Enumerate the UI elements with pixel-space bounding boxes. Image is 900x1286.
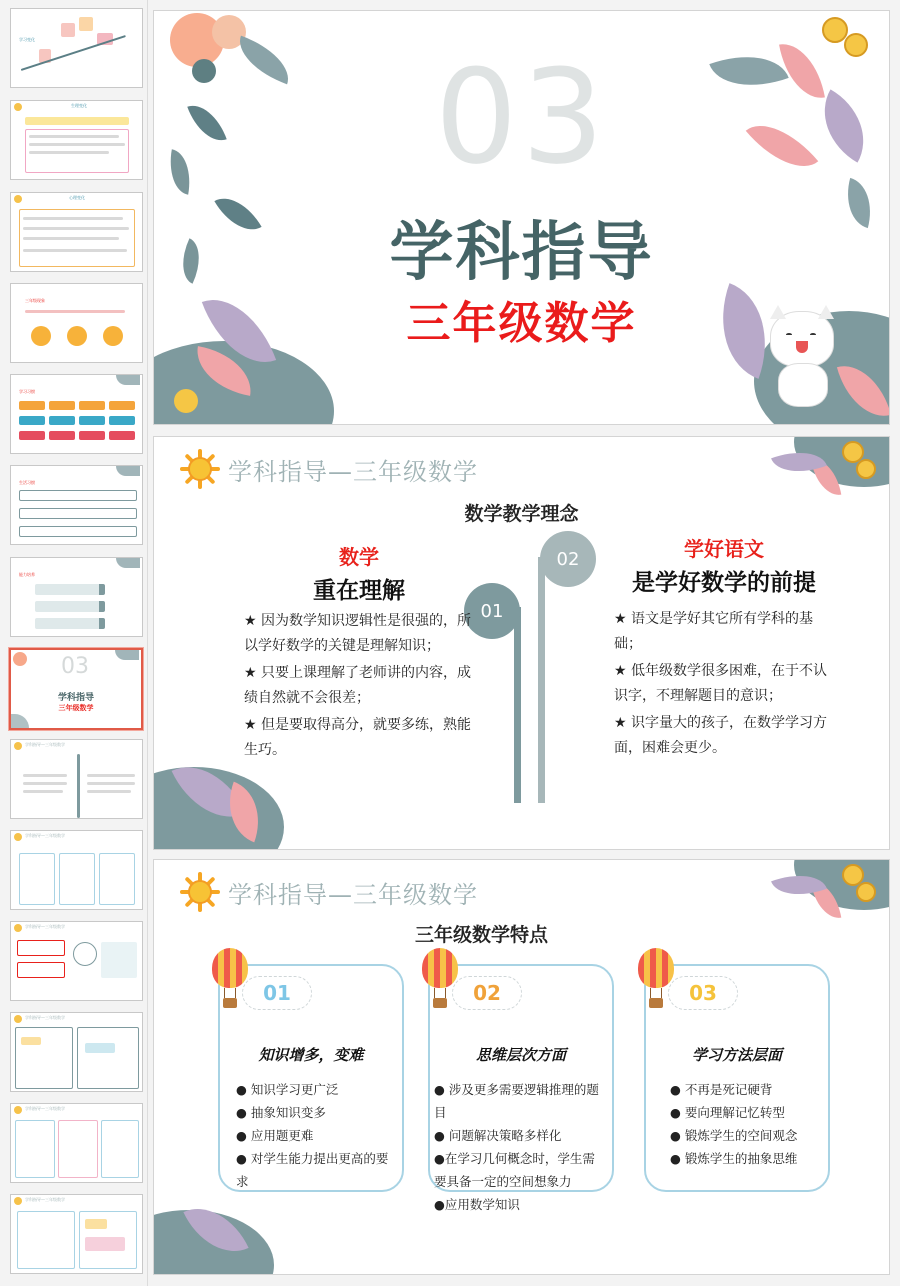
slide-thumbnail-panel[interactable]: [0, 0, 148, 1286]
card-number-cloud: [452, 976, 522, 1010]
thumb-sun-icon: [14, 742, 22, 750]
thumb-graphic: [23, 227, 129, 230]
card-item: ● 锻炼学生的空间观念: [670, 1128, 798, 1143]
thumb-graphic: [19, 401, 45, 410]
principle-chinese-first: [614, 533, 834, 763]
thumb-graphic: [58, 1120, 98, 1178]
thumb-number: 03: [61, 654, 89, 679]
card-item: ● 锻炼学生的抽象思维: [670, 1151, 798, 1166]
principle-black-title: 重在理解: [313, 578, 405, 604]
thumb-graphic: [109, 401, 135, 410]
thumb-graphic: [87, 774, 135, 777]
thumb-graphic: [101, 942, 137, 978]
card-title: 思维层次方面: [475, 1046, 566, 1064]
slide-thumbnail-12[interactable]: [10, 1012, 143, 1092]
slide-thumbnail-13[interactable]: [10, 1103, 143, 1183]
card-title: 知识增多，变难: [258, 1046, 364, 1064]
thumb-sun-icon: [14, 195, 22, 203]
principle-point: ★ 只要上课理解了老师讲的内容，成绩自然就不会很差；: [244, 665, 472, 706]
thumb-graphic: [77, 754, 80, 818]
thumb-graphic: [29, 143, 125, 146]
thumb-graphic: [109, 431, 135, 440]
principle-points: [244, 609, 474, 763]
thumb-graphic: [25, 117, 129, 125]
thumb-graphic: [15, 1120, 55, 1178]
thumb-sun-icon: [14, 1197, 22, 1205]
slide-thumbnail-1[interactable]: [10, 8, 143, 88]
sun-icon: [180, 449, 220, 489]
slide-thumbnail-10[interactable]: [10, 830, 143, 910]
section-title: 学科指导: [389, 216, 654, 290]
thumb-graphic: [99, 853, 135, 905]
thumb-graphic: [67, 326, 87, 346]
slide-heading: 三年级数学特点: [414, 924, 548, 946]
thumb-title: 学科指导: [57, 693, 94, 703]
slide-thumbnail-11[interactable]: [10, 921, 143, 1001]
thumb-graphic: [23, 774, 67, 777]
thumb-label: 生理变化: [71, 103, 87, 108]
section-number: 03: [434, 41, 609, 193]
slide-section-cover[interactable]: [153, 10, 890, 425]
principle-understanding: [244, 541, 474, 765]
thumb-label: 能力培养: [19, 572, 35, 577]
thumb-label: 三年级现象: [25, 298, 45, 303]
thumb-graphic: [79, 431, 105, 440]
thumb-graphic: [61, 23, 75, 37]
badge-02: 02: [540, 531, 596, 587]
thumb-graphic: [35, 618, 105, 629]
principle-point: ★ 但是要取得高分，就要多练，熟能生巧。: [244, 717, 472, 758]
feature-card-1: [218, 964, 404, 1192]
flower-decoration: [856, 882, 876, 902]
slide-teaching-philosophy[interactable]: [153, 436, 890, 850]
feature-card-2: [428, 964, 614, 1212]
section-subtitle: 三年级数学: [406, 298, 637, 349]
principle-point: ★ 因为数学知识逻辑性是很强的，所以学好数学的关键是理解知识；: [244, 613, 472, 654]
thumb-graphic: [73, 942, 97, 966]
slide-thumbnail-3[interactable]: [10, 192, 143, 272]
principle-point: ★ 低年级数学很多困难，在于不认识字，不理解题目的意识；: [614, 663, 828, 704]
thumb-graphic: [35, 584, 105, 595]
thumb-graphic: [109, 416, 135, 425]
thumb-graphic: [23, 217, 123, 220]
thumb-leaf-decoration: [116, 558, 140, 568]
slide-thumbnail-6[interactable]: [10, 465, 143, 545]
thumb-graphic: [19, 431, 45, 440]
slide-grade3-characteristics[interactable]: [153, 859, 890, 1275]
thumb-graphic: [103, 326, 123, 346]
thumb-label: 学习变化: [19, 37, 35, 42]
section-header: [180, 872, 478, 912]
card-list: [670, 1078, 820, 1170]
sun-icon: [180, 872, 220, 912]
thumb-graphic: [23, 237, 119, 240]
thumb-graphic: [49, 431, 75, 440]
thumb-sun-icon: [14, 1106, 22, 1114]
thumb-graphic: [49, 416, 75, 425]
card-list: [434, 1078, 604, 1216]
card-item: ● 应用题更难: [236, 1128, 314, 1143]
timeline-pillar: [514, 607, 521, 803]
thumb-graphic: [85, 1237, 125, 1251]
thumb-graphic: [21, 1037, 41, 1045]
principle-point: ★ 识字量大的孩子，在数学学习方面，困难会更少。: [614, 715, 828, 756]
card-list: [236, 1078, 394, 1193]
thumb-leaf-decoration: [11, 714, 29, 728]
slide-thumbnail-9[interactable]: [10, 739, 143, 819]
thumb-graphic: [85, 1043, 115, 1053]
section-header-title: 学科指导—三年级数学: [228, 457, 478, 486]
card-item: ● 对学生能力提出更高的要求: [236, 1151, 389, 1189]
slide-thumbnail-5[interactable]: [10, 374, 143, 454]
thumb-graphic: [23, 782, 67, 785]
card-item: ● 知识学习更广泛: [236, 1082, 339, 1097]
section-header-title: 学科指导—三年级数学: [228, 880, 478, 909]
thumb-sun-icon: [14, 1015, 22, 1023]
thumb-graphic: [31, 326, 51, 346]
thumb-graphic: [101, 1120, 139, 1178]
principle-points: [614, 607, 834, 761]
card-item: ● 涉及更多需要逻辑推理的题目: [434, 1082, 599, 1120]
feature-card-3: [644, 964, 830, 1192]
principle-red-title: 数学: [339, 545, 379, 569]
thumb-label: 学科指导—三年级数学: [25, 1015, 65, 1020]
thumb-leaf-decoration: [116, 466, 140, 476]
section-header: [180, 449, 478, 489]
card-item: ●应用数学知识: [434, 1197, 520, 1212]
card-item: ● 要向理解记忆转型: [670, 1105, 785, 1120]
thumb-graphic: [17, 1211, 75, 1269]
thumb-graphic: [35, 601, 105, 612]
thumb-label: 学科指导—三年级数学: [25, 833, 65, 838]
slide-thumbnail-8[interactable]: [9, 648, 143, 730]
slide-thumbnail-2[interactable]: [10, 100, 143, 180]
thumb-graphic: [49, 401, 75, 410]
thumb-graphic: [19, 508, 137, 519]
thumb-graphic: [87, 790, 131, 793]
thumb-sun-icon: [14, 103, 22, 111]
thumb-leaf-decoration: [115, 650, 139, 660]
thumb-graphic: [23, 249, 127, 252]
card-item: ● 抽象知识变多: [236, 1105, 326, 1120]
timeline-pillar: [538, 557, 545, 803]
thumb-label: 心理变化: [69, 195, 85, 200]
card-number: 03: [689, 981, 717, 1005]
card-number-cloud: [668, 976, 738, 1010]
thumb-graphic: [19, 416, 45, 425]
thumb-graphic: [29, 151, 109, 154]
thumb-graphic: [77, 1027, 139, 1089]
slide-thumbnail-7[interactable]: [10, 557, 143, 637]
thumb-graphic: [19, 526, 137, 537]
card-item: ● 问题解决策略多样化: [434, 1128, 562, 1143]
thumb-graphic: [29, 135, 119, 138]
card-number: 02: [473, 981, 501, 1005]
thumb-subtitle: 三年级数学: [58, 704, 94, 712]
principle-black-title: 是学好数学的前提: [632, 570, 816, 596]
thumb-graphic: [87, 782, 135, 785]
flower-decoration: [856, 459, 876, 479]
thumb-graphic: [85, 1219, 107, 1229]
thumb-graphic: [79, 17, 93, 31]
principle-point: ★ 语文是学好其它所有学科的基础；: [614, 611, 814, 652]
thumb-label: 学科指导—三年级数学: [25, 924, 65, 929]
flower-decoration: [174, 389, 198, 413]
thumb-graphic: [21, 35, 126, 71]
thumb-graphic: [25, 310, 125, 313]
card-item: ●在学习几何概念时，学生需要具备一定的空间想象力: [434, 1151, 595, 1189]
thumb-graphic: [19, 490, 137, 501]
thumb-graphic: [17, 940, 65, 956]
slide-thumbnail-4[interactable]: [10, 283, 143, 363]
card-item: ● 不再是死记硬背: [670, 1082, 773, 1097]
thumb-label: 学科指导—三年级数学: [25, 742, 65, 747]
thumb-leaf-decoration: [116, 375, 140, 385]
thumb-graphic: [79, 416, 105, 425]
slide-heading: 数学教学理念: [464, 503, 579, 525]
thumb-label: 学科指导—三年级数学: [25, 1197, 65, 1202]
thumb-graphic: [79, 401, 105, 410]
thumb-label: 学科指导—三年级数学: [25, 1106, 65, 1111]
thumb-sun-icon: [14, 833, 22, 841]
principle-red-title: 学好语文: [684, 537, 764, 561]
thumb-graphic: [19, 853, 55, 905]
thumb-label: 学习习惯: [19, 389, 35, 394]
badge-01: 01: [464, 583, 520, 639]
thumb-graphic: [23, 790, 63, 793]
card-number-cloud: [242, 976, 312, 1010]
thumb-sun-icon: [14, 924, 22, 932]
slide-thumbnail-14[interactable]: [10, 1194, 143, 1274]
thumb-label: 生活习惯: [19, 480, 35, 485]
thumb-graphic: [59, 853, 95, 905]
thumb-flower-decoration: [13, 652, 27, 666]
card-title: 学习方法层面: [691, 1046, 782, 1064]
thumb-graphic: [17, 962, 65, 978]
card-number: 01: [263, 981, 291, 1005]
